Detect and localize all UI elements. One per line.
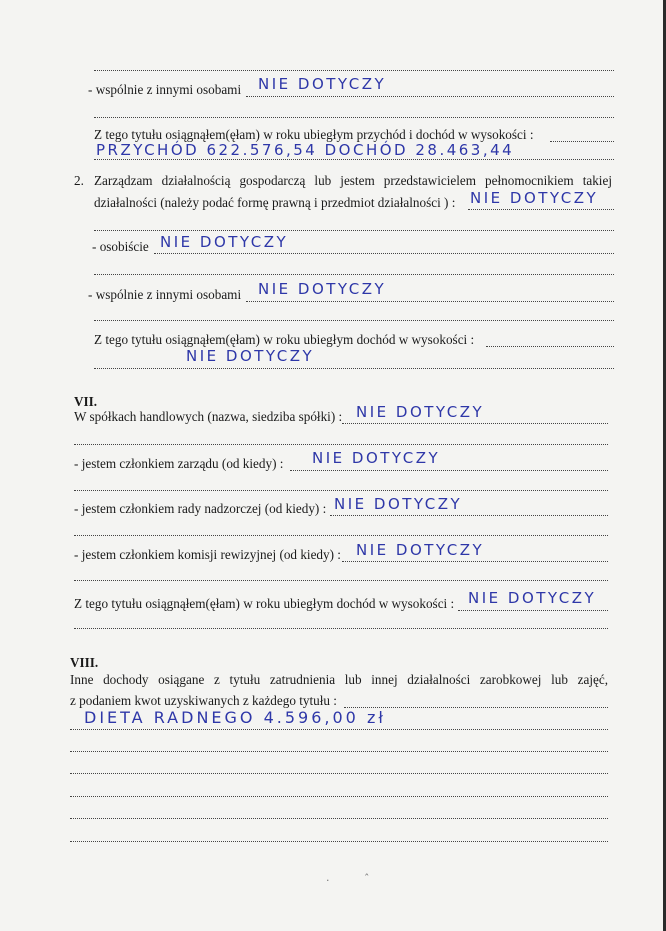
- section-vii-heading: VII.: [74, 394, 98, 409]
- jointly-dots: [246, 96, 614, 97]
- jointly2-value: NIE DOTYCZY: [258, 280, 387, 298]
- jointly2-dots: [246, 301, 614, 302]
- dotted-line: [74, 444, 608, 445]
- income-text: Z tego tytułu osiągnąłem(ęłam) w roku ubiegłym przychód i dochód w wysokości :: [94, 127, 534, 142]
- income2-dots: [486, 346, 614, 347]
- item2-dots: [468, 209, 614, 210]
- viii-text-line2: z podaniem kwot uzyskiwanych z każdego tytułu :: [70, 693, 337, 708]
- dotted-line: [70, 841, 608, 842]
- audit-dots: [342, 561, 608, 562]
- board-value: NIE DOTYCZY: [312, 449, 441, 467]
- jointly-value: NIE DOTYCZY: [258, 75, 387, 93]
- dotted-line: [74, 490, 608, 491]
- dotted-line: [94, 274, 614, 275]
- vii-income-value: NIE DOTYCZY: [468, 589, 597, 607]
- audit-value: NIE DOTYCZY: [356, 541, 485, 559]
- income2-dots-2: [94, 368, 614, 369]
- supervisory-dots: [330, 515, 608, 516]
- companies-label: W spółkach handlowych (nazwa, siedziba spółki) :: [74, 409, 343, 424]
- dotted-line: [70, 773, 608, 774]
- personally-dots: [154, 253, 614, 254]
- item2-text-line2: działalności (należy podać formę prawną i przedmiot działalności ) :: [94, 195, 456, 210]
- dotted-line: [70, 751, 608, 752]
- scan-speck: ·: [326, 874, 330, 887]
- dotted-line: [94, 230, 614, 231]
- jointly-row: [88, 82, 241, 98]
- dotted-line: [94, 320, 614, 321]
- jointly-label: - wspólnie z innymi osobami: [88, 82, 242, 97]
- item2-text-line1: Zarządzam działalnością gospodarczą lub jestem przedstawicielem pełnomocnikiem takiej: [94, 173, 612, 188]
- item2-number: 2.: [74, 173, 84, 188]
- vii-income-dots: [458, 610, 608, 611]
- income-value: PRZYCHÓD 622.576,54 DOCHÓD 28.463,44: [96, 141, 515, 159]
- dotted-line: [70, 818, 608, 819]
- dotted-line: [94, 159, 614, 160]
- scan-speck: ˆ: [364, 872, 370, 885]
- personally-value: NIE DOTYCZY: [160, 233, 289, 251]
- dotted-line: [74, 580, 608, 581]
- income2-text: Z tego tytułu osiągnąłem(ęłam) w roku ubiegłym dochód w wysokości :: [94, 332, 475, 347]
- dotted-line: [74, 535, 608, 536]
- dotted-line: [94, 70, 614, 71]
- income2-value: NIE DOTYCZY: [186, 347, 315, 365]
- companies-value: NIE DOTYCZY: [356, 403, 485, 421]
- jointly2-label: - wspólnie z innymi osobami: [88, 287, 242, 302]
- dotted-line: [94, 117, 614, 118]
- board-label: - jestem członkiem zarządu (od kiedy) :: [74, 456, 284, 471]
- section-viii-heading: VIII.: [70, 655, 99, 670]
- board-dots: [290, 470, 608, 471]
- supervisory-label: - jestem członkiem rady nadzorczej (od kiedy) :: [74, 501, 327, 516]
- item2-value: NIE DOTYCZY: [470, 189, 599, 207]
- dotted-line: [70, 796, 608, 797]
- supervisory-value: NIE DOTYCZY: [334, 495, 463, 513]
- dotted-line: [70, 729, 608, 730]
- income-dots: [550, 141, 614, 142]
- vii-income-text: Z tego tytułu osiągnąłem(ęłam) w roku ubiegłym dochód w wysokości :: [74, 596, 455, 611]
- personally-label: - osobiście: [92, 239, 149, 254]
- viii-text-line1: Inne dochody osiągane z tytułu zatrudnienia lub innej działalności zarobkowej lub zajęć,: [70, 672, 608, 687]
- audit-label: - jestem członkiem komisji rewizyjnej (od kiedy) :: [74, 547, 341, 562]
- viii-value: DIETA RADNEGO 4.596,00 zł: [84, 708, 386, 727]
- dotted-line: [74, 628, 608, 629]
- companies-dots: [342, 423, 608, 424]
